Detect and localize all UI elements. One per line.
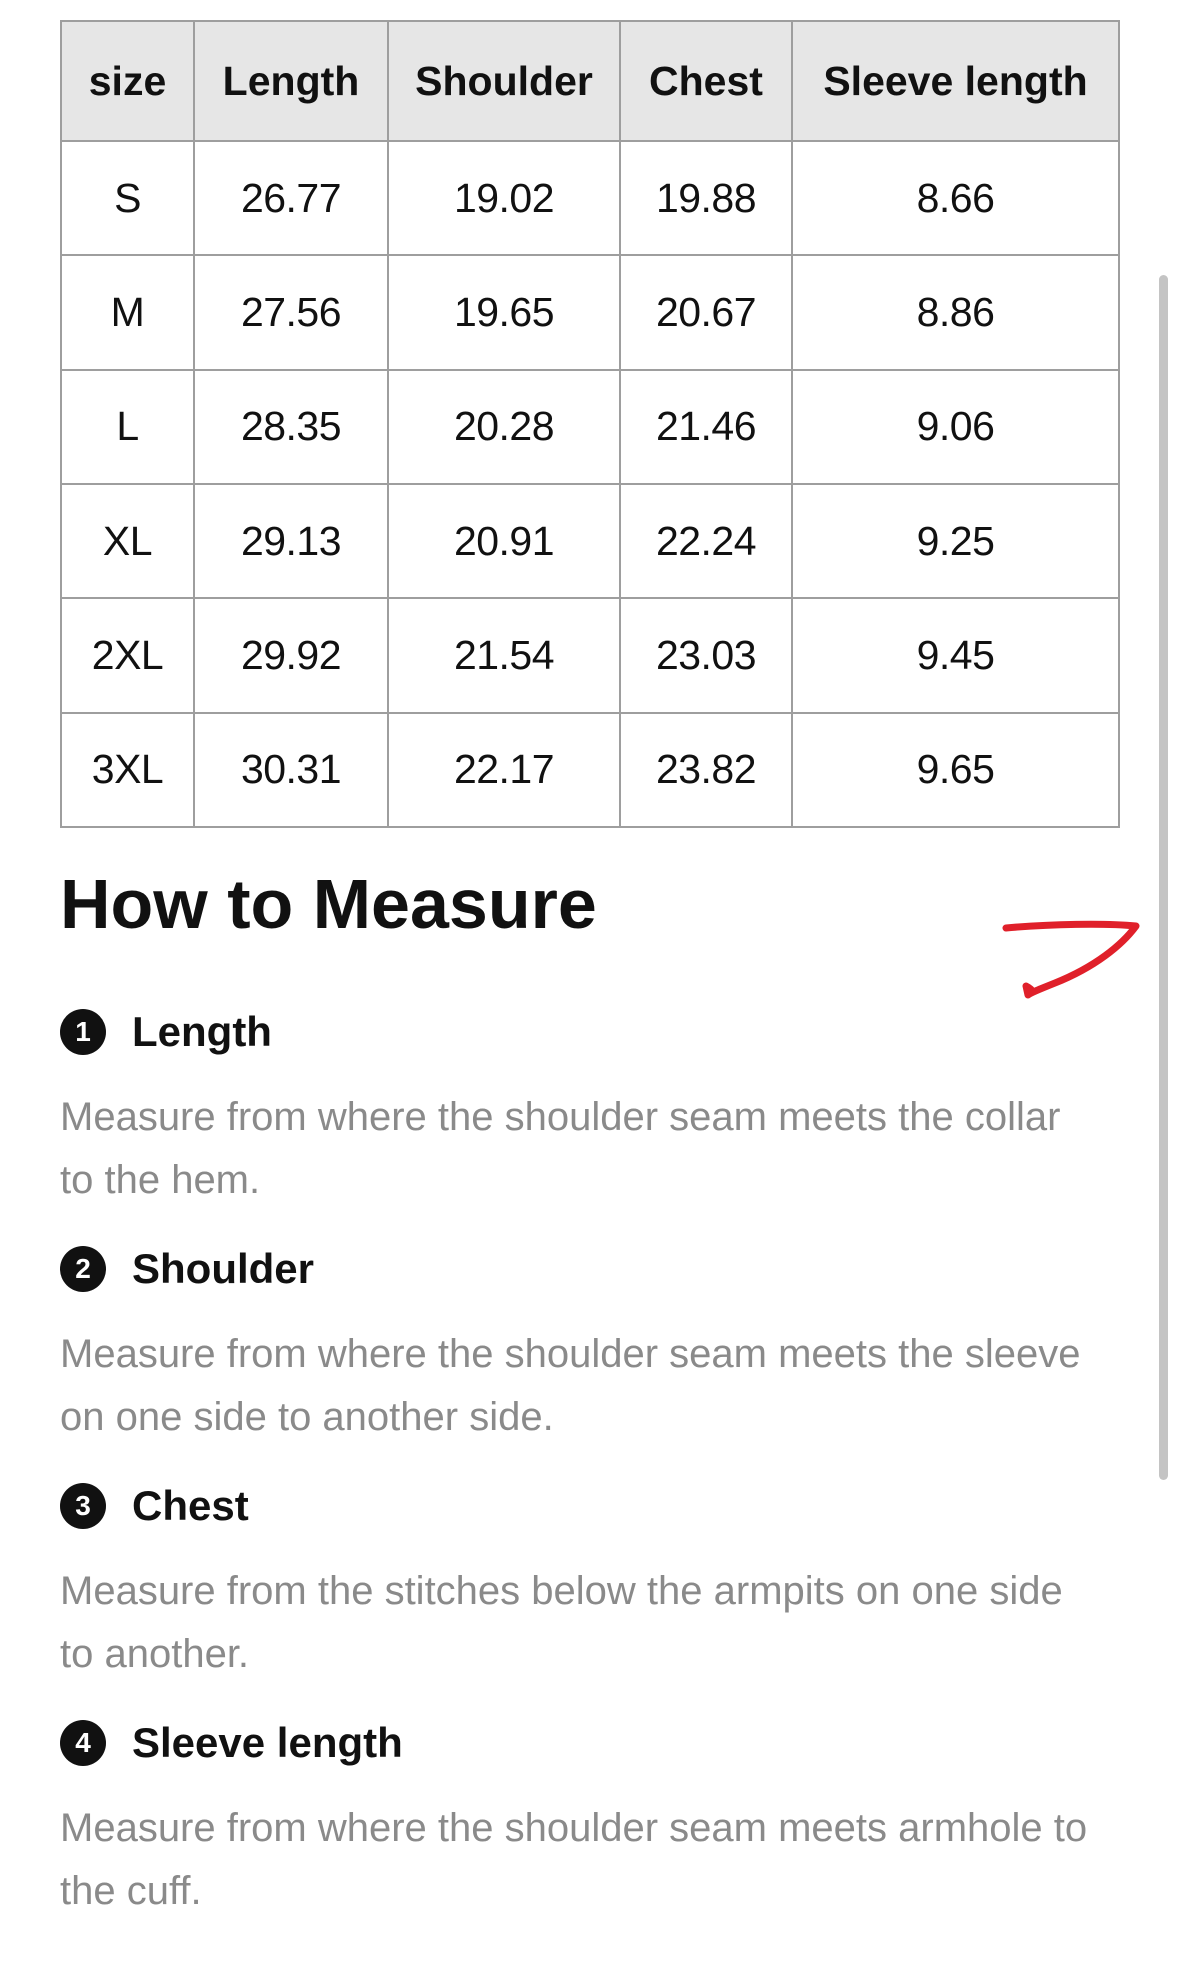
step-heading <box>60 1241 1120 1297</box>
cell-shoulder: 19.02 <box>388 141 620 255</box>
step-number-badge: 2 <box>60 1246 106 1292</box>
cell-length: 28.35 <box>194 370 388 484</box>
cell-shoulder: 21.54 <box>388 598 620 712</box>
cell-size: XL <box>61 484 194 598</box>
step-number-badge: 3 <box>60 1483 106 1529</box>
step-number-badge: 1 <box>60 1009 106 1055</box>
cell-size: 3XL <box>61 713 194 827</box>
table-header-row <box>61 21 1119 141</box>
cell-size: L <box>61 370 194 484</box>
header-chest: Chest <box>620 21 792 141</box>
step-description: Measure from where the shoulder seam meets the sleeve on one side to another side. <box>60 1332 1081 1439</box>
table-row <box>61 598 1119 712</box>
step-label: Chest <box>132 1482 249 1529</box>
step-label: Shoulder <box>132 1245 315 1292</box>
step-heading <box>60 1715 1120 1771</box>
cell-chest: 22.24 <box>620 484 792 598</box>
step-heading <box>60 1478 1120 1534</box>
cell-chest: 20.67 <box>620 255 792 369</box>
step-description: Measure from the stitches below the armpits on one side to another. <box>60 1569 1063 1676</box>
measure-step-chest <box>60 1478 1120 1686</box>
measure-step-sleeve-length <box>60 1715 1120 1923</box>
cell-size: S <box>61 141 194 255</box>
table-row <box>61 484 1119 598</box>
cell-sleeve-length: 8.86 <box>792 255 1119 369</box>
scrollbar[interactable] <box>1159 275 1168 1480</box>
cell-length: 27.56 <box>194 255 388 369</box>
cell-shoulder: 20.28 <box>388 370 620 484</box>
cell-sleeve-length: 9.06 <box>792 370 1119 484</box>
table-row <box>61 255 1119 369</box>
cell-sleeve-length: 9.65 <box>792 713 1119 827</box>
step-number-badge: 4 <box>60 1720 106 1766</box>
cell-length: 29.92 <box>194 598 388 712</box>
cell-chest: 23.03 <box>620 598 792 712</box>
header-sleeve-length: Sleeve length <box>792 21 1119 141</box>
measure-step-length <box>60 1004 1120 1212</box>
cell-chest: 21.46 <box>620 370 792 484</box>
table-row <box>61 713 1119 827</box>
cell-chest: 23.82 <box>620 713 792 827</box>
cell-length: 26.77 <box>194 141 388 255</box>
step-description: Measure from where the shoulder seam meets the collar to the hem. <box>60 1095 1061 1202</box>
cell-sleeve-length: 8.66 <box>792 141 1119 255</box>
table-row <box>61 370 1119 484</box>
cell-size: 2XL <box>61 598 194 712</box>
cell-shoulder: 20.91 <box>388 484 620 598</box>
header-shoulder: Shoulder <box>388 21 620 141</box>
step-heading <box>60 1004 1120 1060</box>
cell-shoulder: 22.17 <box>388 713 620 827</box>
red-scribble-annotation <box>1000 915 1145 1005</box>
cell-sleeve-length: 9.45 <box>792 598 1119 712</box>
cell-chest: 19.88 <box>620 141 792 255</box>
measure-step-shoulder <box>60 1241 1120 1449</box>
table-row <box>61 141 1119 255</box>
step-label: Sleeve length <box>132 1719 403 1766</box>
cell-length: 29.13 <box>194 484 388 598</box>
cell-length: 30.31 <box>194 713 388 827</box>
cell-size: M <box>61 255 194 369</box>
size-chart-table <box>60 20 1120 828</box>
cell-sleeve-length: 9.25 <box>792 484 1119 598</box>
section-title: How to Measure <box>60 865 597 943</box>
header-length: Length <box>194 21 388 141</box>
header-size: size <box>61 21 194 141</box>
step-description: Measure from where the shoulder seam meets armhole to the cuff. <box>60 1806 1088 1913</box>
step-label: Length <box>132 1008 272 1055</box>
cell-shoulder: 19.65 <box>388 255 620 369</box>
